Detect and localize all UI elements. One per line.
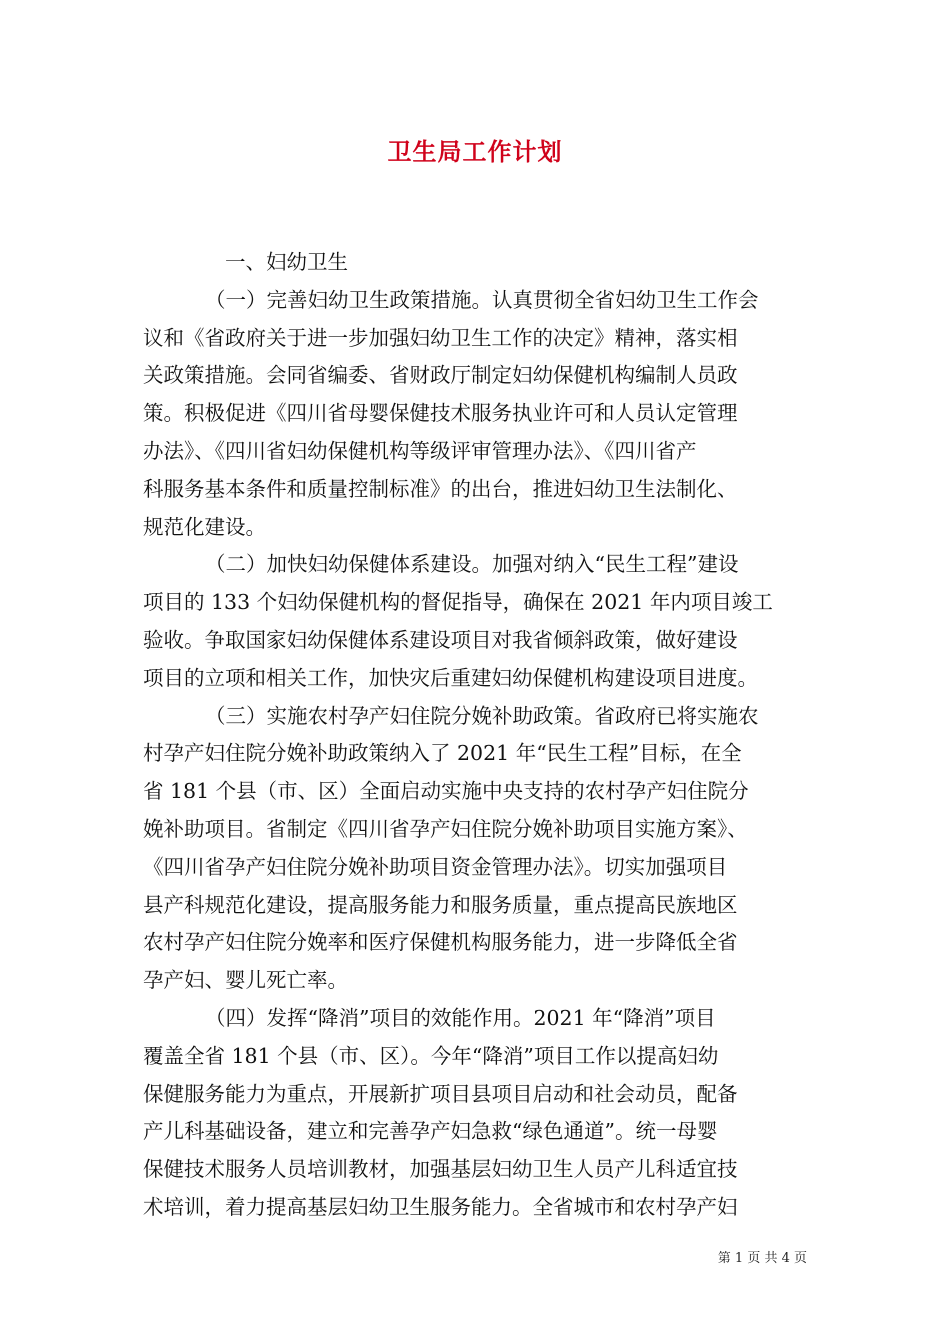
paragraph-line: 农村孕产妇住院分娩率和医疗保健机构服务能力，进一步降低全省 (143, 930, 738, 955)
paragraph-line: 村孕产妇住院分娩补助政策纳入了 2021 年“民生工程”目标，在全 (143, 741, 742, 766)
document-body (143, 244, 807, 1227)
paragraph-line: 办法》、《四川省妇幼保健机构等级评审管理办法》、《四川省产 (143, 438, 697, 463)
page-number-footer: 第 1 页 共 4 页 (717, 1251, 807, 1266)
paragraph-line: 项目的 133 个妇幼保健机构的督促指导，确保在 2021 年内项目竣工 (143, 590, 773, 615)
paragraph-line: 关政策措施。会同省编委、省财政厅制定妇幼保健机构编制人员政 (143, 363, 738, 388)
paragraph-line: （二）加快妇幼保健体系建设。加强对纳入“民生工程”建设 (205, 552, 739, 577)
paragraph-line: 娩补助项目。省制定《四川省孕产妇住院分娩补助项目实施方案》、 (143, 816, 748, 841)
paragraph-line: 项目的立项和相关工作，加快灾后重建妇幼保健机构建设项目进度。 (143, 665, 758, 690)
paragraph-line: 保健服务能力为重点，开展新扩项目县项目启动和社会动员，配备 (143, 1081, 738, 1106)
paragraph-line: 策。积极促进《四川省母婴保健技术服务执业许可和人员认定管理 (143, 401, 738, 426)
paragraph-line: 议和《省政府关于进一步加强妇幼卫生工作的决定》精神，落实相 (143, 325, 738, 350)
paragraph-line: 保健技术服务人员培训教材，加强基层妇幼卫生人员产儿科适宜技 (143, 1157, 738, 1182)
paragraph-line: 孕产妇、婴儿死亡率。 (143, 968, 348, 993)
paragraph-line: 《四川省孕产妇住院分娩补助项目资金管理办法》。切实加强项目 (143, 854, 728, 879)
paragraph-line: 产儿科基础设备，建立和完善孕产妇急救“绿色通道”。统一母婴 (143, 1119, 718, 1144)
section-heading: 一、妇幼卫生 (225, 250, 348, 274)
paragraph-line: 省 181 个县（市、区）全面启动实施中央支持的农村孕产妇住院分 (143, 779, 749, 804)
paragraph-line: 验收。争取国家妇幼保健体系建设项目对我省倾斜政策，做好建设 (143, 627, 738, 652)
paragraph-line: 覆盖全省 181 个县（市、区）。今年“降消”项目工作以提高妇幼 (143, 1043, 719, 1068)
paragraph-line: 科服务基本条件和质量控制标准》的出台，推进妇幼卫生法制化、 (143, 476, 738, 501)
paragraph-line: 规范化建设。 (143, 514, 266, 539)
paragraph-line: （四）发挥“降消”项目的效能作用。2021 年“降消”项目 (205, 1005, 716, 1030)
paragraph-line: 县产科规范化建设，提高服务能力和服务质量，重点提高民族地区 (143, 892, 738, 917)
document-title: 卫生局工作计划 (387, 137, 563, 166)
paragraph-line: （一）完善妇幼卫生政策措施。认真贯彻全省妇幼卫生工作会 (205, 287, 759, 312)
paragraph-line: 术培训，着力提高基层妇幼卫生服务能力。全省城市和农村孕产妇 (143, 1194, 738, 1219)
paragraph-line: （三）实施农村孕产妇住院分娩补助政策。省政府已将实施农 (205, 703, 759, 728)
